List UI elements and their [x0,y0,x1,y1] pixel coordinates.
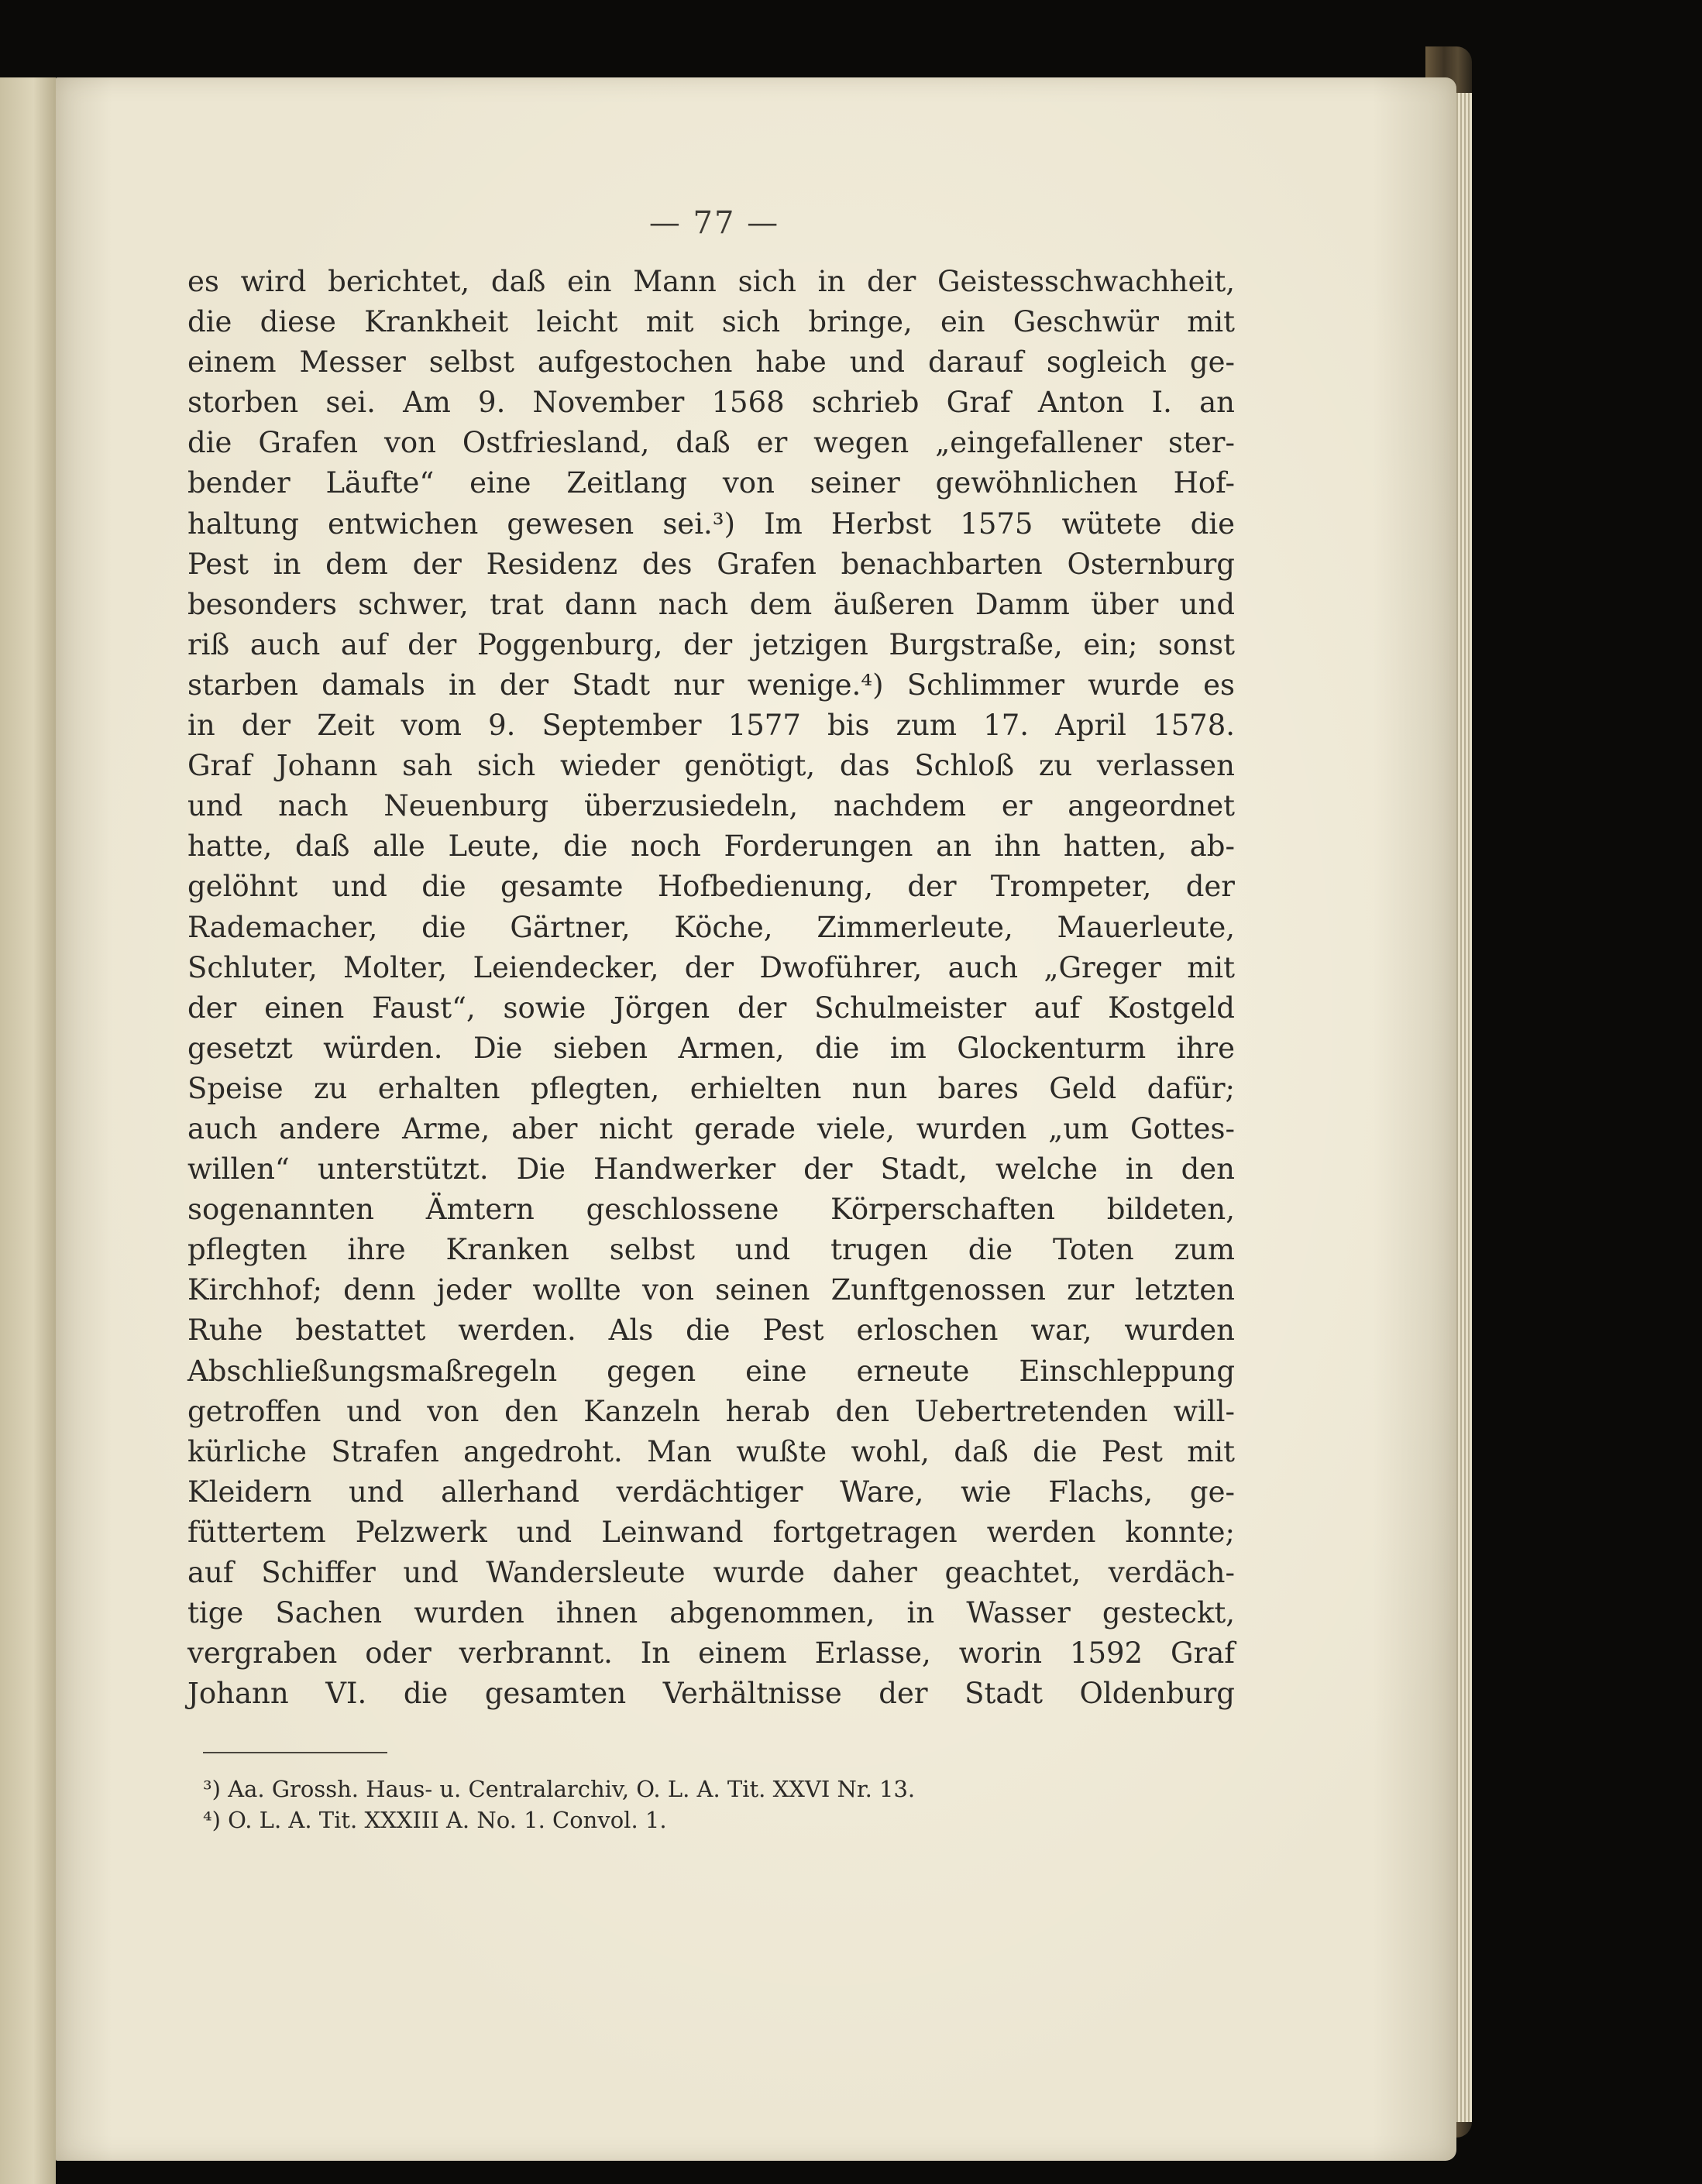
text-line: Pest in dem der Residenz des Grafen benachbarten Osternburg [187,547,1235,581]
text-line: in der Zeit vom 9. September 1577 bis zum 17. April 1578. [187,709,1235,743]
footnote [203,1805,1094,1835]
text-line: auf Schiffer und Wandersleute wurde daher geachtet, verdäch- [187,1556,1235,1589]
previous-page-margin [0,77,56,2184]
text-line: getroffen und von den Kanzeln herab den Uebertretenden will- [187,1394,1235,1428]
text-line: tige Sachen wurden ihnen abgenommen, in Wasser gesteckt, [187,1596,1235,1630]
text-line: gesetzt würden. Die sieben Armen, die im Glockenturm ihre [187,1031,1235,1065]
text-line: Kirchhof; denn jeder wollte von seinen Zunftgenossen zur letzten [187,1273,1235,1307]
footnote-text: Aa. Grossh. Haus- u. Centralarchiv, O. L. A. Tit. XXVI Nr. 13. [228,1776,916,1802]
text-line: kürliche Strafen angedroht. Man wußte wohl, daß die Pest mit [187,1434,1235,1468]
text-line: der einen Faust“, sowie Jörgen der Schulmeister auf Kostgeld [187,991,1235,1025]
text-line: Johann VI. die gesamten Verhältnisse der Stadt Oldenburg [187,1677,1235,1711]
text-line: einem Messer selbst aufgestochen habe und darauf sogleich ge- [187,345,1235,379]
text-line: Rademacher, die Gärtner, Köche, Zimmerleute, Mauerleute, [187,910,1235,944]
footnote-mark: ³) [203,1776,221,1802]
page-number: — 77 — [648,205,780,241]
text-line: willen“ unterstützt. Die Handwerker der Stadt, welche in den [187,1152,1235,1186]
text-line: Schluter, Molter, Leiendecker, der Dwoführer, auch „Greger mit [187,950,1235,984]
body-text [187,262,1235,1714]
text-line: storben sei. Am 9. November 1568 schrieb Graf Anton I. an [187,386,1235,420]
text-line: bender Läufte“ eine Zeitlang von seiner gewöhnlichen Hof- [187,466,1235,500]
text-line: füttertem Pelzwerk und Leinwand fortgetragen werden konnte; [187,1515,1235,1549]
text-line: Graf Johann sah sich wieder genötigt, das Schloß zu verlassen [187,749,1235,783]
footnote-mark: ⁴) [203,1807,221,1833]
text-line: es wird berichtet, daß ein Mann sich in der Geistesschwachheit, [187,265,1235,298]
text-line: riß auch auf der Poggenburg, der jetzigen Burgstraße, ein; sonst [187,627,1235,661]
text-line: Speise zu erhalten pflegten, erhielten nun bares Geld dafür; [187,1071,1235,1105]
text-line: die diese Krankheit leicht mit sich bringe, ein Geschwür mit [187,305,1235,339]
text-line: und nach Neuenburg überzusiedeln, nachdem er angeordnet [187,789,1235,823]
text-line: gelöhnt und die gesamte Hofbedienung, der Trompeter, der [187,870,1235,904]
text-line: die Grafen von Ostfriesland, daß er wegen „eingefallener ster- [187,426,1235,460]
text-line: hatte, daß alle Leute, die noch Forderungen an ihn hatten, ab- [187,829,1235,864]
footnote [203,1774,1094,1805]
text-line: Ruhe bestattet werden. Als die Pest erloschen war, wurden [187,1313,1235,1348]
text-line: sogenannten Ämtern geschlossene Körperschaften bildeten, [187,1193,1235,1227]
footnotes [203,1774,1094,1835]
text-line: Abschließungsmaßregeln gegen eine erneute Einschleppung [187,1354,1235,1388]
text-line: auch andere Arme, aber nicht gerade viele, wurden „um Gottes- [187,1111,1235,1145]
footnote-separator [203,1752,387,1753]
text-line: besonders schwer, trat dann nach dem äußeren Damm über und [187,587,1235,621]
book-page [56,77,1456,2161]
text-line: vergraben oder verbrannt. In einem Erlasse, worin 1592 Graf [187,1636,1235,1671]
footnote-text: O. L. A. Tit. XXXIII A. No. 1. Convol. 1. [228,1807,667,1833]
text-line: haltung entwichen gewesen sei.³) Im Herbst 1575 wütete die [187,507,1235,541]
text-line: pflegten ihre Kranken selbst und trugen die Toten zum [187,1233,1235,1267]
text-line: Kleidern und allerhand verdächtiger Ware, wie Flachs, ge- [187,1475,1235,1509]
text-line: starben damals in der Stadt nur wenige.⁴) Schlimmer wurde es [187,668,1235,702]
